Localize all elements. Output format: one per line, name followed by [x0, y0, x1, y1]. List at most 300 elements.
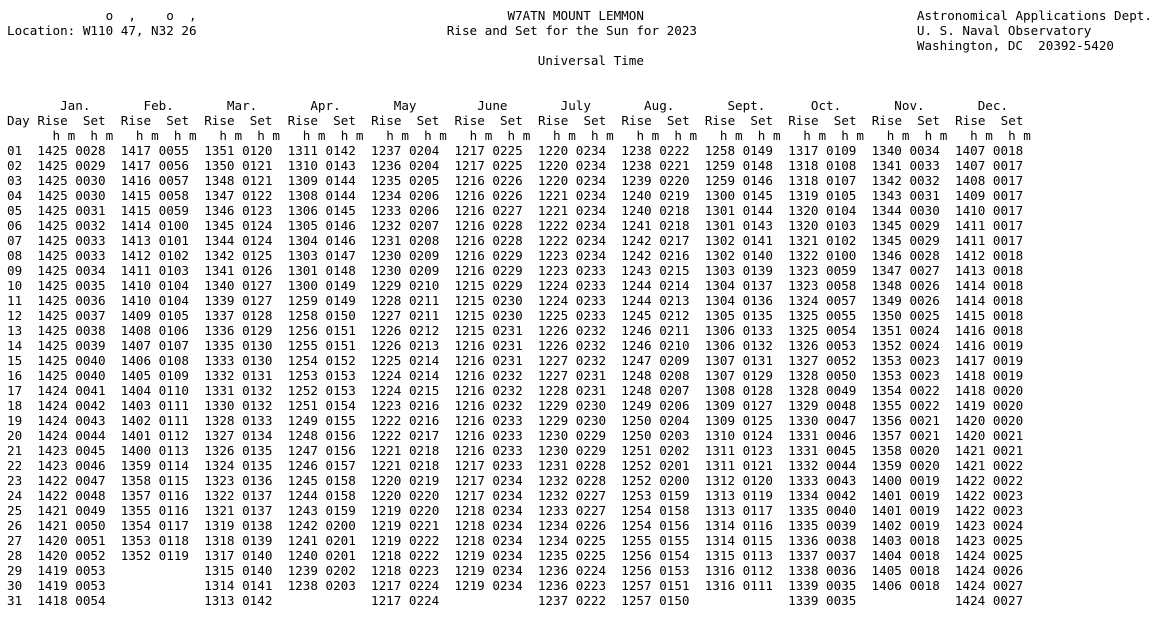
rise-set-cell: 1221 0218: [371, 443, 440, 458]
day-number: 18: [7, 398, 23, 413]
rise-set-cell: 1223 0233: [537, 263, 607, 278]
rise-label: Rise: [788, 113, 819, 128]
rise-set-cell: 1320 0104: [788, 203, 857, 218]
rise-set-cell: 1315 0140: [204, 563, 273, 578]
day-number: 15: [7, 353, 23, 368]
rise-set-cell: 1238 0222: [621, 143, 690, 158]
rise-set-cell: 1215 0230: [454, 308, 523, 323]
rise-set-cell: 1403 0018: [871, 533, 940, 548]
set-label: Set: [1000, 113, 1024, 128]
rise-set-cell: 1216 0232: [454, 368, 523, 383]
rise-set-cell: 1344 0124: [204, 233, 273, 248]
rise-set-cell: 1424 0027: [954, 593, 1024, 608]
rise-set-cell: 1352 0119: [120, 548, 190, 563]
table-row: [7, 413, 1023, 428]
rise-set-cell: 1244 0214: [621, 278, 690, 293]
rise-label: Rise: [704, 113, 736, 128]
set-label: Set: [333, 113, 356, 128]
rise-set-cell: 1353 0023: [871, 368, 940, 383]
table-row: [7, 263, 1023, 278]
rise-set-cell: 1348 0026: [871, 278, 940, 293]
day-number: 24: [7, 488, 23, 503]
rise-set-cell: 1218 0223: [371, 563, 440, 578]
rise-set-cell: 1415 0059: [120, 203, 190, 218]
rise-set-cell: 1318 0139: [204, 533, 273, 548]
rise-set-cell: 1228 0211: [371, 293, 440, 308]
rise-set-cell: 1309 0127: [704, 398, 773, 413]
coord-marks: o , o ,: [7, 8, 197, 23]
day-number: 12: [7, 308, 23, 323]
rise-set-cell: 1420 0020: [954, 413, 1024, 428]
unit-label: h m: [302, 128, 326, 143]
day-column-label: Day: [7, 113, 30, 128]
rise-set-table-body: [7, 143, 1023, 608]
rise-set-cell: 1217 0234: [454, 488, 523, 503]
rise-set-cell: 1358 0020: [871, 443, 940, 458]
rise-set-cell: 1258 0149: [704, 143, 773, 158]
unit-label: h m: [257, 128, 281, 143]
rise-set-cell: 1423 0045: [37, 443, 106, 458]
rise-set-cell: 1230 0229: [537, 428, 607, 443]
rise-set-cell: 1305 0135: [704, 308, 773, 323]
rise-set-cell: 1224 0233: [537, 278, 607, 293]
rise-set-cell: 1244 0213: [621, 293, 690, 308]
table-row: [7, 368, 1023, 383]
rise-set-cell: 1421 0050: [37, 518, 106, 533]
rise-set-cell: 1221 0218: [371, 458, 440, 473]
rise-set-cell: 1219 0234: [454, 548, 523, 563]
rise-set-cell: 1407 0018: [954, 143, 1024, 158]
table-row: [7, 473, 1023, 488]
day-number: 08: [7, 248, 23, 263]
rise-set-cell: 1241 0201: [287, 533, 356, 548]
rise-set-cell: 1311 0142: [287, 143, 356, 158]
rise-set-cell: 1237 0222: [537, 593, 607, 608]
rise-set-cell: 1425 0038: [37, 323, 106, 338]
day-number: 19: [7, 413, 23, 428]
unit-label: h m: [757, 128, 781, 143]
rise-set-cell: 1239 0220: [621, 173, 690, 188]
rise-set-cell: 1327 0134: [204, 428, 273, 443]
rise-set-cell: 1410 0017: [954, 203, 1024, 218]
rise-set-cell: 1414 0100: [120, 218, 190, 233]
rise-set-cell: 1424 0025: [954, 548, 1024, 563]
rise-set-cell: 1254 0152: [287, 353, 356, 368]
station-name: W7ATN MOUNT LEMMON: [507, 8, 644, 23]
rise-set-cell: 1235 0225: [537, 548, 607, 563]
rise-set-cell: 1234 0225: [537, 533, 607, 548]
rise-set-cell: 1425 0031: [37, 203, 106, 218]
unit-label: h m: [219, 128, 243, 143]
rise-set-cell: 1216 0226: [454, 173, 523, 188]
table-row: [7, 203, 1023, 218]
rise-set-cell: 1248 0207: [621, 383, 690, 398]
rise-set-cell: 1323 0058: [788, 278, 857, 293]
rise-set-cell: 1255 0151: [287, 338, 356, 353]
rise-set-cell: 1425 0030: [37, 173, 106, 188]
rise-set-cell: 1344 0030: [871, 203, 940, 218]
rise-set-cell: 1421 0022: [954, 458, 1024, 473]
rise-set-cell: 1354 0117: [120, 518, 190, 533]
unit-label: h m: [841, 128, 864, 143]
rise-set-cell: 1216 0232: [454, 383, 523, 398]
rise-set-cell: 1220 0234: [537, 143, 607, 158]
rise-set-cell: 1412 0102: [120, 248, 190, 263]
unit-label: h m: [135, 128, 159, 143]
set-label: Set: [166, 113, 190, 128]
day-number: 01: [7, 143, 23, 158]
table-row: [7, 188, 1023, 203]
rise-set-cell: 1343 0031: [871, 188, 940, 203]
rise-set-cell: 1216 0233: [454, 413, 523, 428]
rise-set-cell: 1235 0205: [371, 173, 440, 188]
rise-set-cell: 1219 0222: [371, 533, 440, 548]
rise-set-cell: 1358 0115: [120, 473, 190, 488]
rise-set-cell: 1216 0227: [454, 203, 523, 218]
rise-set-cell: 1416 0019: [954, 338, 1024, 353]
rise-set-cell: 1409 0017: [954, 188, 1024, 203]
rise-set-cell: 1253 0153: [287, 368, 356, 383]
rise-set-cell: 1337 0128: [204, 308, 273, 323]
rise-set-cell: 1228 0231: [537, 383, 607, 398]
rise-set-cell: 1304 0136: [704, 293, 773, 308]
rise-set-cell: 1341 0033: [871, 158, 940, 173]
rise-set-cell: 1313 0117: [704, 503, 773, 518]
rise-set-cell: 1256 0154: [621, 548, 690, 563]
rise-set-cell: 1425 0028: [37, 143, 106, 158]
rise-set-cell: 1300 0145: [704, 188, 773, 203]
address: Washington, DC 20392-5420: [916, 38, 1114, 53]
rise-set-cell: 1303 0139: [704, 263, 773, 278]
rise-set-cell: 1314 0141: [204, 578, 273, 593]
set-label: Set: [666, 113, 690, 128]
unit-label: h m: [886, 128, 910, 143]
rise-set-cell: 1226 0213: [371, 338, 440, 353]
rise-set-cell: 1338 0036: [788, 563, 857, 578]
rise-set-cell: 1418 0020: [954, 383, 1024, 398]
rise-label: Rise: [371, 113, 402, 128]
rise-set-cell: 1335 0040: [788, 503, 857, 518]
rise-set-cell: 1328 0133: [204, 413, 273, 428]
rise-set-cell: 1332 0131: [204, 368, 273, 383]
rise-set-cell: 1416 0018: [954, 323, 1024, 338]
rise-set-cell: 1421 0021: [954, 443, 1024, 458]
rise-set-cell: 1424 0041: [37, 383, 106, 398]
rise-set-cell: 1417 0056: [120, 158, 190, 173]
rise-set-cell: 1218 0234: [454, 533, 523, 548]
rise-set-cell: 1411 0103: [120, 263, 190, 278]
unit-label: h m: [90, 128, 114, 143]
rise-set-cell: 1222 0217: [371, 428, 440, 443]
rise-set-cell: 1347 0027: [871, 263, 940, 278]
rise-set-cell: 1258 0150: [287, 308, 356, 323]
rise-set-cell: 1236 0224: [537, 563, 607, 578]
rise-set-cell: 1419 0053: [37, 563, 106, 578]
rise-set-cell: 1250 0203: [621, 428, 690, 443]
table-row: [7, 563, 1023, 578]
rise-set-cell: 1333 0043: [788, 473, 857, 488]
rise-label: Rise: [120, 113, 152, 128]
document-subtitle: Rise and Set for the Sun for 2023: [446, 23, 697, 38]
rise-set-cell: 1417 0055: [120, 143, 190, 158]
rise-set-cell: 1218 0222: [371, 548, 440, 563]
rise-set-cell: 1345 0124: [204, 218, 273, 233]
rise-set-cell: 1220 0220: [371, 488, 440, 503]
rise-set-cell: 1257 0151: [621, 578, 690, 593]
rise-set-cell: 1231 0228: [537, 458, 607, 473]
month-label: July: [560, 98, 591, 113]
rise-set-cell: 1219 0234: [454, 578, 523, 593]
rise-set-cell: 1243 0159: [287, 503, 356, 518]
rise-set-cell: 1346 0028: [871, 248, 940, 263]
rise-set-cell: 1424 0044: [37, 428, 106, 443]
rise-set-cell: 1342 0125: [204, 248, 273, 263]
rise-set-cell: 1217 0224: [371, 578, 440, 593]
day-number: 07: [7, 233, 23, 248]
rise-label: Rise: [537, 113, 569, 128]
rise-set-cell: 1331 0132: [204, 383, 273, 398]
rise-set-cell: 1218 0234: [454, 518, 523, 533]
rise-set-cell: 1333 0130: [204, 353, 273, 368]
rise-set-cell: 1240 0219: [621, 188, 690, 203]
rise-set-cell: 1329 0048: [788, 398, 857, 413]
table-row: [7, 233, 1023, 248]
month-label: Nov.: [894, 98, 925, 113]
rise-set-cell: 1422 0048: [37, 488, 106, 503]
day-number: 16: [7, 368, 23, 383]
table-row: [7, 428, 1023, 443]
table-row: [7, 158, 1023, 173]
rise-set-cell: 1242 0217: [621, 233, 690, 248]
rise-set-cell: 1310 0124: [704, 428, 773, 443]
rise-set-cell: 1402 0111: [120, 413, 190, 428]
rise-set-cell: 1227 0232: [537, 353, 607, 368]
rise-set-cell: 1324 0057: [788, 293, 857, 308]
rise-set-cell: 1411 0017: [954, 233, 1024, 248]
rise-set-cell: 1217 0234: [454, 473, 523, 488]
rise-set-cell: 1222 0216: [371, 413, 440, 428]
rise-set-cell: 1311 0123: [704, 443, 773, 458]
day-number: 06: [7, 218, 23, 233]
rise-set-cell: 1253 0159: [621, 488, 690, 503]
rise-set-cell: 1350 0121: [204, 158, 273, 173]
rise-set-cell: 1314 0116: [704, 518, 773, 533]
rise-set-cell: 1218 0234: [454, 503, 523, 518]
rise-set-cell: 1307 0129: [704, 368, 773, 383]
rise-set-cell: 1317 0109: [788, 143, 857, 158]
rise-set-cell: 1321 0102: [788, 233, 857, 248]
rise-set-cell: 1240 0201: [287, 548, 356, 563]
day-number: 05: [7, 203, 23, 218]
rise-set-cell: 1247 0156: [287, 443, 356, 458]
rise-set-cell: 1401 0112: [120, 428, 190, 443]
rise-set-cell: 1425 0032: [37, 218, 106, 233]
rise-set-cell: 1400 0113: [120, 443, 190, 458]
day-number: 22: [7, 458, 23, 473]
rise-set-cell: 1239 0202: [287, 563, 356, 578]
set-label: Set: [249, 113, 273, 128]
day-number: 31: [7, 593, 23, 608]
rise-set-cell: 1249 0206: [621, 398, 690, 413]
rise-set-cell: 1216 0228: [454, 233, 523, 248]
rise-set-cell: 1318 0107: [788, 173, 857, 188]
rise-set-cell: 1245 0158: [287, 473, 356, 488]
rise-set-cell: 1217 0225: [454, 158, 523, 173]
rise-label: Rise: [37, 113, 68, 128]
table-row: [7, 548, 1023, 563]
rise-set-cell: 1408 0106: [120, 323, 190, 338]
rise-set-cell: 1319 0138: [204, 518, 273, 533]
month-label: May: [393, 98, 417, 113]
rise-set-cell: 1347 0122: [204, 188, 273, 203]
rise-set-cell: 1326 0053: [788, 338, 857, 353]
table-row: [7, 143, 1023, 158]
day-number: 29: [7, 563, 23, 578]
rise-set-cell: 1248 0208: [621, 368, 690, 383]
rise-set-cell: 1230 0209: [371, 263, 440, 278]
rise-set-cell: 1216 0233: [454, 443, 523, 458]
rise-set-cell: 1251 0154: [287, 398, 356, 413]
unit-label: h m: [340, 128, 364, 143]
rise-set-cell: 1301 0144: [704, 203, 773, 218]
rise-set-cell: 1246 0157: [287, 458, 356, 473]
rise-set-cell: 1314 0115: [704, 533, 773, 548]
rise-set-cell: 1419 0053: [37, 578, 106, 593]
rise-set-cell: 1216 0232: [454, 398, 523, 413]
rise-set-cell: 1420 0021: [954, 428, 1024, 443]
location: Location: W110 47, N32 26: [7, 23, 197, 38]
table-row: [7, 218, 1023, 233]
rise-label: Rise: [454, 113, 485, 128]
rise-set-cell: 1216 0233: [454, 428, 523, 443]
rise-set-cell: 1422 0023: [954, 488, 1024, 503]
unit-label: h m: [507, 128, 531, 143]
rise-set-cell: 1413 0018: [954, 263, 1024, 278]
day-number: 30: [7, 578, 23, 593]
rise-set-cell: 1341 0126: [204, 263, 273, 278]
rise-set-cell: 1232 0228: [537, 473, 607, 488]
rise-set-cell: 1311 0121: [704, 458, 773, 473]
rise-set-cell: 1246 0211: [621, 323, 690, 338]
rise-set-cell: 1241 0218: [621, 218, 690, 233]
rise-set-cell: 1221 0234: [537, 203, 607, 218]
table-row: [7, 443, 1023, 458]
rise-set-cell: 1424 0026: [954, 563, 1024, 578]
rise-set-cell: 1330 0047: [788, 413, 857, 428]
rise-set-cell: 1302 0140: [704, 248, 773, 263]
rise-label: Rise: [955, 113, 986, 128]
rise-set-cell: 1419 0020: [954, 398, 1024, 413]
table-row: [7, 383, 1023, 398]
rise-set-cell: 1418 0019: [954, 368, 1024, 383]
rise-set-cell: 1216 0229: [454, 248, 523, 263]
rise-set-cell: 1248 0156: [287, 428, 356, 443]
dept-name: Astronomical Applications Dept.: [916, 8, 1152, 23]
rise-set-cell: 1310 0143: [287, 158, 356, 173]
rise-set-cell: 1304 0146: [287, 233, 356, 248]
rise-set-cell: 1308 0144: [287, 188, 356, 203]
rise-set-cell: 1315 0113: [704, 548, 773, 563]
day-number: 13: [7, 323, 23, 338]
rise-set-cell: 1425 0029: [37, 158, 106, 173]
rise-set-cell: 1259 0146: [704, 173, 773, 188]
rise-set-cell: 1309 0144: [287, 173, 356, 188]
rise-set-cell: 1215 0229: [454, 278, 523, 293]
rise-set-cell: 1259 0149: [287, 293, 356, 308]
rise-set-cell: 1220 0234: [537, 158, 607, 173]
rise-set-cell: 1348 0121: [204, 173, 273, 188]
rise-set-cell: 1423 0025: [954, 533, 1024, 548]
rise-set-cell: 1404 0110: [120, 383, 190, 398]
rise-set-cell: 1307 0131: [704, 353, 773, 368]
rise-set-cell: 1320 0103: [788, 218, 857, 233]
rise-set-cell: 1336 0129: [204, 323, 273, 338]
rise-set-cell: 1217 0233: [454, 458, 523, 473]
table-row: [7, 338, 1023, 353]
unit-label: h m: [803, 128, 827, 143]
rise-set-cell: 1414 0018: [954, 278, 1024, 293]
rise-set-cell: 1351 0120: [204, 143, 273, 158]
rise-set-cell: 1412 0018: [954, 248, 1024, 263]
rise-set-cell: 1357 0021: [871, 428, 940, 443]
day-number: 27: [7, 533, 23, 548]
rise-set-cell: 1408 0017: [954, 173, 1024, 188]
rise-set-header-row: [7, 113, 1023, 128]
rise-set-cell: 1233 0206: [371, 203, 440, 218]
rise-set-cell: 1425 0040: [37, 368, 106, 383]
month-label: Jan.: [60, 98, 91, 113]
rise-set-cell: 1224 0214: [371, 368, 440, 383]
rise-set-cell: 1425 0034: [37, 263, 106, 278]
rise-set-cell: 1350 0025: [871, 308, 940, 323]
month-label: Feb.: [143, 98, 174, 113]
rise-set-cell: 1227 0211: [371, 308, 440, 323]
rise-set-cell: 1352 0024: [871, 338, 940, 353]
rise-set-cell: 1217 0224: [371, 593, 440, 608]
rise-set-cell: 1330 0132: [204, 398, 273, 413]
rise-set-cell: 1219 0220: [371, 503, 440, 518]
rise-set-cell: 1245 0212: [621, 308, 690, 323]
rise-set-cell: 1422 0022: [954, 473, 1024, 488]
rise-set-cell: 1425 0040: [37, 353, 106, 368]
rise-set-cell: 1322 0137: [204, 488, 273, 503]
rise-set-cell: 1332 0044: [788, 458, 857, 473]
rise-set-cell: 1340 0127: [204, 278, 273, 293]
rise-set-cell: 1425 0030: [37, 188, 106, 203]
rise-set-cell: 1316 0111: [704, 578, 773, 593]
set-label: Set: [500, 113, 523, 128]
rise-set-cell: 1255 0155: [621, 533, 690, 548]
rise-set-cell: 1220 0219: [371, 473, 440, 488]
month-label: Dec.: [977, 98, 1009, 113]
day-number: 11: [7, 293, 23, 308]
rise-set-cell: 1226 0232: [537, 323, 607, 338]
unit-label: h m: [553, 128, 576, 143]
month-label: June: [477, 98, 508, 113]
rise-label: Rise: [287, 113, 318, 128]
rise-set-cell: 1223 0234: [537, 248, 607, 263]
rise-set-cell: 1403 0111: [120, 398, 190, 413]
rise-set-cell: 1323 0136: [204, 473, 273, 488]
rise-set-cell: 1236 0223: [537, 578, 607, 593]
observatory-name: U. S. Naval Observatory: [916, 23, 1092, 38]
rise-set-cell: 1219 0234: [454, 563, 523, 578]
rise-set-cell: 1325 0055: [788, 308, 857, 323]
rise-set-cell: 1411 0017: [954, 218, 1024, 233]
table-row: [7, 398, 1023, 413]
rise-set-cell: 1337 0037: [788, 548, 857, 563]
rise-set-cell: 1321 0137: [204, 503, 273, 518]
